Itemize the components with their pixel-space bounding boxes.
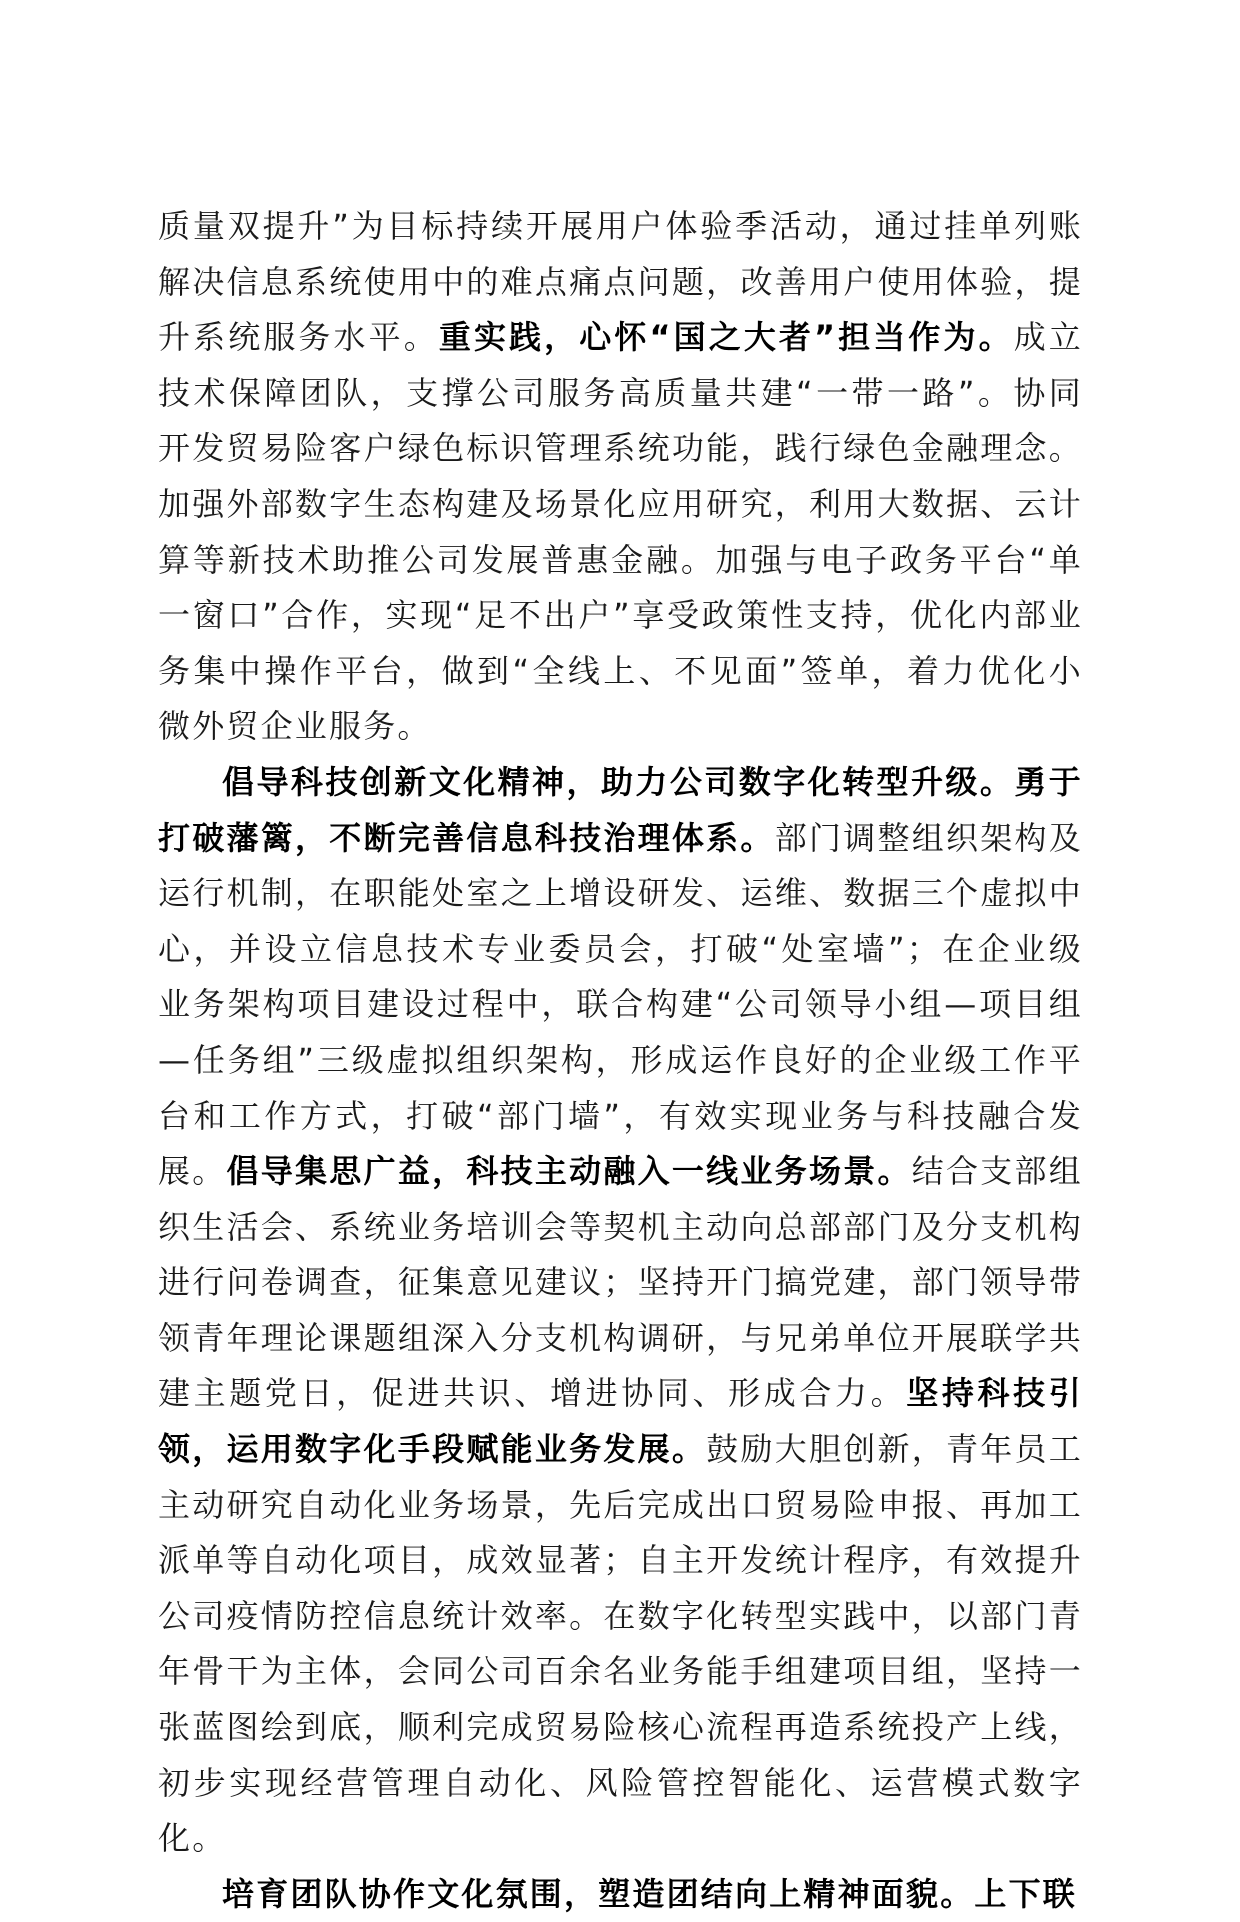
paragraph-text: 结合支部组织生活会、系统业务培训会等契机主动向总部部门及分支机构进行问卷调查，征集意见建议；坚持开门搞党建，部门领导带领青年理论课题组深入分支机构调研，与兄弟单位开展联学共建主题党日，促进共识、增进协同、形成合力。 [158,1152,1083,1413]
paragraph-2 [158,755,1083,1867]
bold-heading-teamwork: 培育团队协作文化氛围，塑造团结向上精神面貌。上下联 [222,1874,1078,1913]
bold-heading-brainstorm: 倡导集思广益，科技主动融入一线业务场景。 [226,1152,912,1191]
bold-heading-innovation: 倡导科技创新文化精神，助力公司数字化转型升级。勇于打破藩篱，不断完善信息科技治理体系。 [158,762,1083,857]
paragraph-text: 部门调整组织架构及运行机制，在职能处室之上增设研发、运维、数据三个虚拟中心，并设立信息技术专业委员会，打破“处室墙”；在企业级业务架构项目建设过程中，联合构建“公司领导小组—项目组—任务组”三级虚拟组织架构，形成运作良好的企业级工作平台和工作方式，打破“部门墙”，有效实现业务与科技融合发展。 [158,818,1083,1191]
paragraph-1 [158,199,1083,755]
bold-heading-practice: 重实践，心怀“国之大者”担当作为。 [438,318,1014,357]
paragraph-3 [158,1867,1083,1922]
document-page [158,199,1083,1922]
paragraph-text: 鼓励大胆创新，青年员工主动研究自动化业务场景，先后完成出口贸易险申报、再加工派单等自动化项目，成效显著；自主开发统计程序，有效提升公司疫情防控信息统计效率。在数字化转型实践中，以部门青年骨干为主体，会同公司百余名业务能手组建项目组，坚持一张蓝图绘到底，顺利完成贸易险核心流程再造系统投产上线，初步实现经营管理自动化、风险管控智能化、运营模式数字化。 [158,1430,1084,1858]
paragraph-text: 质量双提升”为目标持续开展用户体验季活动，通过挂单列账解决信息系统使用中的难点痛点问题，改善用户使用体验，提升系统服务水平。 [158,207,1083,357]
bold-heading-tech-lead: 坚持科技引领，运用数字化手段赋能业务发展。 [158,1374,1083,1469]
paragraph-text: 成立技术保障团队，支撑公司服务高质量共建“一带一路”。协同开发贸易险客户绿色标识管理系统功能，践行绿色金融理念。加强外部数字生态构建及场景化应用研究，利用大数据、云计算等新技术助推公司发展普惠金融。加强与电子政务平台“单一窗口”合作，实现“足不出户”享受政策性支持，优化内部业务集中操作平台，做到“全线上、不见面”签单，着力优化小微外贸企业服务。 [158,318,1083,746]
